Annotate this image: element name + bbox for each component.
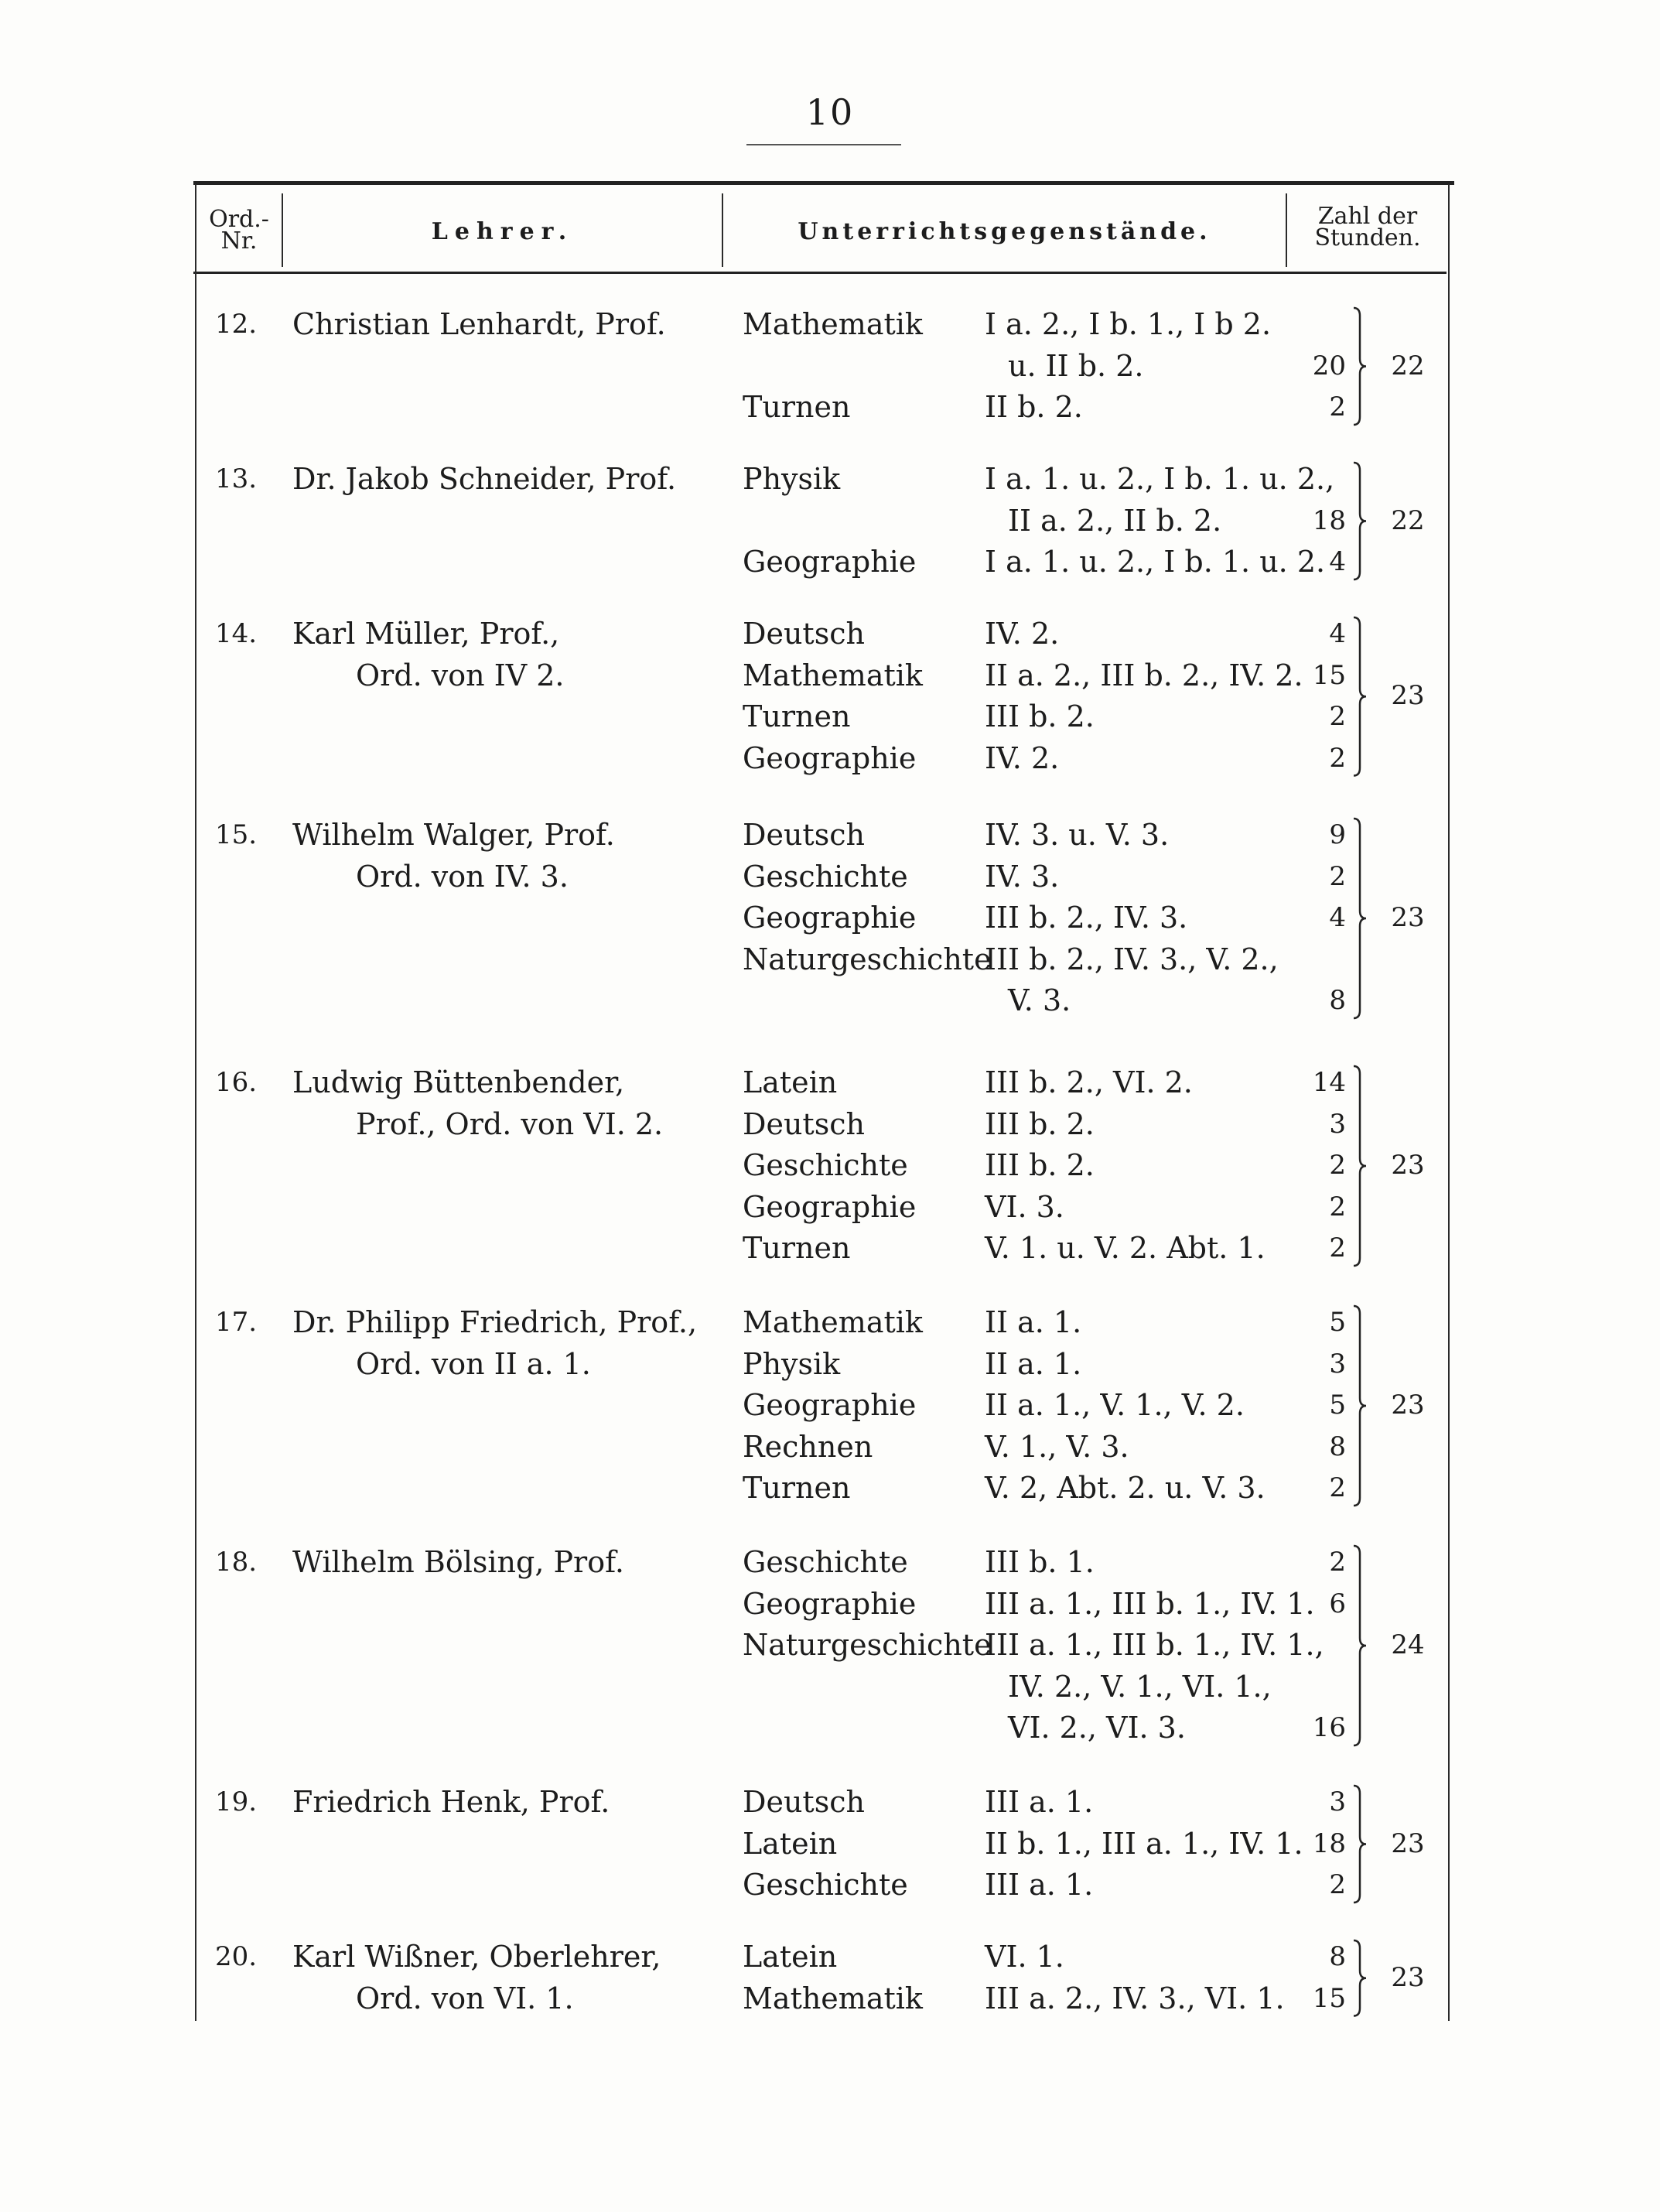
class-list: IV. 2., V. 1., VI. 1., [1008, 1669, 1272, 1704]
teacher-name: Ord. von IV. 3. [356, 859, 569, 894]
subject-name: Deutsch [743, 617, 865, 651]
class-list: III b. 1. [985, 1545, 1095, 1579]
teacher-name: Dr. Jakob Schneider, Prof. [292, 462, 677, 496]
total-hours: 23 [1391, 1390, 1425, 1421]
table-right-border [1448, 184, 1450, 2021]
subject-name: Latein [743, 1940, 838, 1974]
hours-value: 5 [1329, 1307, 1346, 1338]
subject-name: Naturgeschichte [743, 1628, 992, 1662]
header-hours [1287, 203, 1448, 251]
hours-value: 8 [1329, 985, 1346, 1016]
total-hours: 23 [1391, 680, 1425, 712]
header-teacher: Lehrer. [431, 218, 574, 245]
hours-value: 4 [1329, 902, 1346, 933]
header-hours-line1: Zahl der [1317, 203, 1418, 230]
class-list: II a. 2., II b. 2. [1008, 503, 1222, 538]
total-hours: 22 [1391, 504, 1425, 536]
subject-name: Rechnen [743, 1429, 873, 1464]
subject-name: Mathematik [743, 307, 923, 341]
class-list: V. 1., V. 3. [985, 1429, 1129, 1464]
entry-number: 14. [214, 618, 258, 649]
hours-value: 2 [1329, 1150, 1346, 1181]
teacher-name: Ord. von VI. 1. [356, 1981, 574, 2015]
class-list: III b. 2., IV. 3., V. 2., [985, 942, 1279, 976]
class-list: IV. 3. u. V. 3. [985, 818, 1170, 852]
teacher-name: Dr. Philipp Friedrich, Prof., [292, 1305, 698, 1339]
group-brace [1351, 461, 1369, 581]
page-number: 10 [805, 91, 855, 133]
subject-name: Latein [743, 1065, 838, 1099]
class-list: II a. 1. [985, 1346, 1082, 1381]
subject-name: Deutsch [743, 1106, 865, 1141]
hours-value: 2 [1329, 391, 1346, 422]
hours-value: 2 [1329, 1191, 1346, 1222]
group-brace [1351, 1939, 1369, 2018]
subject-name: Turnen [743, 1471, 851, 1505]
class-list: I a. 1. u. 2., I b. 1. u. 2., [985, 462, 1335, 496]
total-hours: 23 [1391, 1827, 1425, 1859]
hours-value: 2 [1329, 1869, 1346, 1900]
class-list: III a. 1. [985, 1868, 1094, 1902]
subject-name: Turnen [743, 390, 851, 424]
total-hours: 24 [1391, 1629, 1425, 1660]
total-hours: 23 [1391, 902, 1425, 933]
group-brace [1351, 1784, 1369, 1904]
hours-value: 2 [1329, 1232, 1346, 1263]
class-list: III b. 2., VI. 2. [985, 1065, 1193, 1099]
class-list: II b. 1., III a. 1., IV. 1. [985, 1826, 1303, 1861]
subject-name: Geographie [743, 901, 917, 935]
table-left-border [195, 184, 196, 2021]
subject-name: Latein [743, 1826, 838, 1861]
header-hours-line2: Stunden. [1314, 224, 1421, 251]
teacher-name: Ord. von IV 2. [356, 658, 565, 692]
table-top-rule [193, 181, 1454, 185]
group-brace [1351, 1304, 1369, 1507]
class-list: V. 2, Abt. 2. u. V. 3. [985, 1471, 1265, 1505]
hours-value: 18 [1312, 504, 1346, 536]
subject-name: Turnen [743, 1231, 851, 1265]
subject-name: Geschichte [743, 1545, 908, 1579]
subject-name: Geschichte [743, 1148, 908, 1182]
teacher-name: Ludwig Büttenbender, [292, 1065, 625, 1099]
subject-name: Deutsch [743, 1785, 865, 1819]
group-brace [1351, 817, 1369, 1020]
hours-value: 8 [1329, 1431, 1346, 1462]
class-list: III a. 1., III b. 1., IV. 1., [985, 1628, 1324, 1662]
teacher-name: Karl Müller, Prof., [292, 617, 560, 651]
class-list: VI. 3. [985, 1189, 1064, 1224]
hours-value: 2 [1329, 1472, 1346, 1503]
hours-value: 20 [1312, 350, 1346, 381]
subject-name: Mathematik [743, 658, 923, 692]
subject-name: Geschichte [743, 859, 908, 894]
group-brace [1351, 306, 1369, 426]
subject-name: Geographie [743, 1388, 917, 1422]
class-list: III b. 2. [985, 1106, 1095, 1141]
hours-value: 8 [1329, 1941, 1346, 1972]
class-list: II b. 2. [985, 390, 1083, 424]
group-brace [1351, 616, 1369, 778]
hours-value: 3 [1329, 1108, 1346, 1140]
entry-number: 15. [214, 819, 258, 850]
class-list: II a. 2., III b. 2., IV. 2. [985, 658, 1303, 692]
subject-name: Geographie [743, 545, 917, 579]
teacher-name: Friedrich Henk, Prof. [292, 1785, 610, 1819]
teacher-name: Wilhelm Bölsing, Prof. [292, 1545, 624, 1579]
header-ord-nr-line1: Ord.- [209, 206, 269, 233]
entry-number: 13. [214, 463, 258, 494]
page-number-rule [746, 144, 901, 145]
teacher-name: Christian Lenhardt, Prof. [292, 307, 666, 341]
hours-value: 2 [1329, 701, 1346, 732]
hours-value: 2 [1329, 860, 1346, 892]
class-list: V. 3. [1008, 983, 1071, 1017]
class-list: u. II b. 2. [1008, 348, 1144, 383]
subject-name: Mathematik [743, 1305, 923, 1339]
hours-value: 18 [1312, 1827, 1346, 1859]
subject-name: Mathematik [743, 1981, 923, 2015]
hours-value: 15 [1312, 659, 1346, 691]
header-subjects: Unterrichtsgegenstände. [798, 218, 1211, 245]
subject-name: Geographie [743, 1189, 917, 1224]
class-list: III b. 2. [985, 699, 1095, 733]
subject-name: Physik [743, 462, 841, 496]
entry-number: 20. [214, 1941, 258, 1972]
class-list: III a. 2., IV. 3., VI. 1. [985, 1981, 1285, 2015]
hours-value: 2 [1329, 742, 1346, 774]
class-list: III a. 1. [985, 1785, 1094, 1819]
hours-value: 2 [1329, 1547, 1346, 1578]
class-list: IV. 2. [985, 617, 1060, 651]
total-hours: 22 [1391, 350, 1425, 381]
class-list: II a. 1. [985, 1305, 1082, 1339]
subject-name: Physik [743, 1346, 841, 1381]
table-header-rule [193, 272, 1447, 274]
class-list: VI. 2., VI. 3. [1008, 1711, 1186, 1745]
entry-number: 18. [214, 1547, 258, 1578]
subject-name: Naturgeschichte [743, 942, 992, 976]
total-hours: 23 [1391, 1961, 1425, 1993]
hours-value: 14 [1312, 1067, 1346, 1098]
hours-value: 6 [1329, 1588, 1346, 1619]
hours-value: 4 [1329, 618, 1346, 649]
subject-name: Geschichte [743, 1868, 908, 1902]
teacher-name: Ord. von II a. 1. [356, 1346, 591, 1381]
subject-name: Geographie [743, 1586, 917, 1621]
subject-name: Geographie [743, 740, 917, 775]
header-ord-nr [196, 206, 282, 255]
entry-number: 16. [214, 1067, 258, 1098]
teacher-name: Karl Wißner, Oberlehrer, [292, 1940, 661, 1974]
group-brace [1351, 1544, 1369, 1747]
hours-value: 15 [1312, 1982, 1346, 2014]
class-list: I a. 1. u. 2., I b. 1. u. 2. [985, 545, 1326, 579]
subject-name: Turnen [743, 699, 851, 733]
teacher-name: Prof., Ord. von VI. 2. [356, 1106, 664, 1141]
class-list: VI. 1. [985, 1940, 1064, 1974]
teacher-name: Wilhelm Walger, Prof. [292, 818, 615, 852]
class-list: II a. 1., V. 1., V. 2. [985, 1388, 1245, 1422]
hours-value: 5 [1329, 1390, 1346, 1421]
class-list: V. 1. u. V. 2. Abt. 1. [985, 1231, 1265, 1265]
class-list: I a. 2., I b. 1., I b 2. [985, 307, 1272, 341]
class-list: III a. 1., III b. 1., IV. 1. [985, 1586, 1315, 1621]
class-list: IV. 2. [985, 740, 1060, 775]
class-list: IV. 3. [985, 859, 1060, 894]
entry-number: 12. [214, 309, 258, 340]
hours-value: 3 [1329, 1348, 1346, 1380]
header-ord-nr-line2: Nr. [220, 227, 258, 255]
hours-value: 9 [1329, 819, 1346, 850]
entry-number: 19. [214, 1786, 258, 1817]
class-list: III b. 2. [985, 1148, 1095, 1182]
entry-number: 17. [214, 1307, 258, 1338]
group-brace [1351, 1065, 1369, 1267]
hours-value: 16 [1312, 1712, 1346, 1743]
hours-value: 3 [1329, 1786, 1346, 1817]
hours-value: 4 [1329, 546, 1346, 577]
total-hours: 23 [1391, 1150, 1425, 1181]
class-list: III b. 2., IV. 3. [985, 901, 1188, 935]
subject-name: Deutsch [743, 818, 865, 852]
